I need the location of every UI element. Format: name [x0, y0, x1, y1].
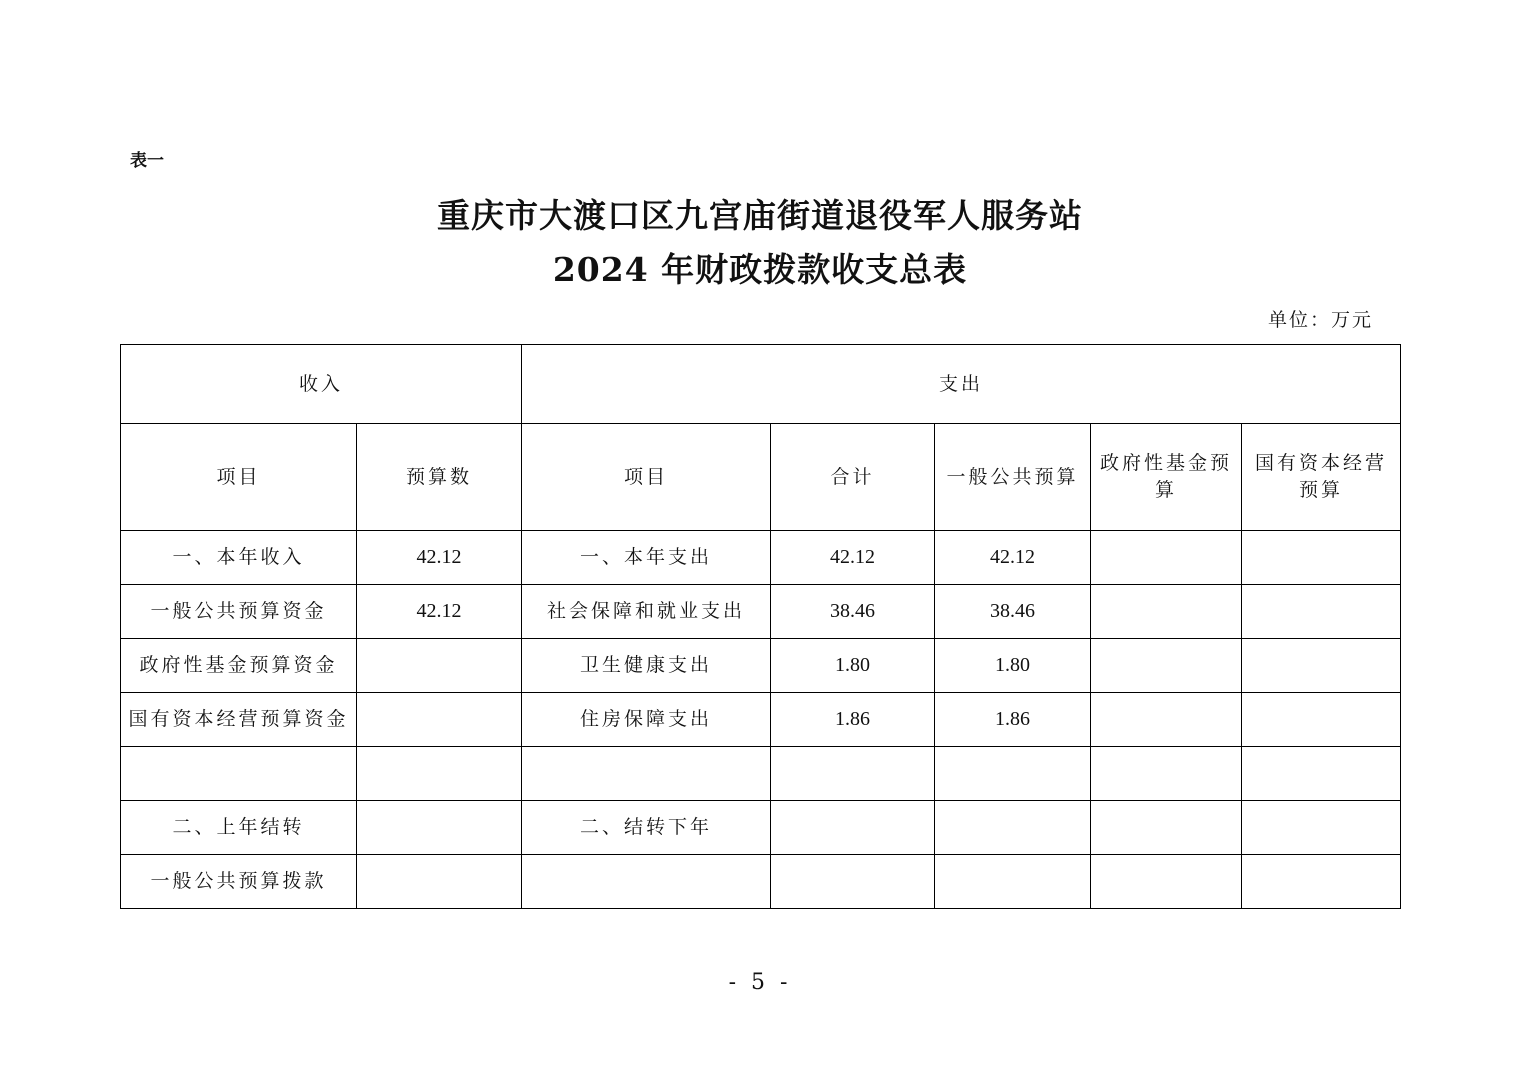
- cell-general-budget: 38.46: [935, 585, 1091, 639]
- header-expense-item: 项目: [522, 424, 771, 531]
- cell-fund-budget: [1091, 585, 1242, 639]
- header-total: 合计: [771, 424, 935, 531]
- cell-income-item: 一、本年收入: [121, 531, 357, 585]
- cell-expense-item: 社会保障和就业支出: [522, 585, 771, 639]
- cell-total: 1.86: [771, 693, 935, 747]
- section-header-row: [121, 345, 1401, 424]
- cell-general-budget: [935, 855, 1091, 909]
- table-row: [121, 855, 1401, 909]
- cell-income-budget: 42.12: [357, 531, 522, 585]
- page-subtitle: 2024 年财政拨款收支总表: [552, 250, 968, 289]
- cell-fund-budget: [1091, 855, 1242, 909]
- header-income-item: 项目: [121, 424, 357, 531]
- cell-income-item: 二、上年结转: [121, 801, 357, 855]
- cell-total: [771, 855, 935, 909]
- cell-expense-item: [522, 855, 771, 909]
- cell-income-budget: [357, 639, 522, 693]
- cell-state-capital-budget: [1242, 639, 1401, 693]
- budget-table: [120, 344, 1401, 909]
- cell-fund-budget: [1091, 747, 1242, 801]
- cell-total: [771, 801, 935, 855]
- page-title: 重庆市大渡口区九宫庙街道退役军人服务站: [437, 196, 1083, 235]
- cell-state-capital-budget: [1242, 747, 1401, 801]
- cell-income-budget: [357, 693, 522, 747]
- table-row: [121, 801, 1401, 855]
- page-number: - 5 -: [728, 970, 792, 995]
- cell-state-capital-budget: [1242, 531, 1401, 585]
- cell-income-budget: 42.12: [357, 585, 522, 639]
- cell-fund-budget: [1091, 801, 1242, 855]
- cell-state-capital-budget: [1242, 693, 1401, 747]
- cell-state-capital-budget: [1242, 585, 1401, 639]
- cell-general-budget: 1.80: [935, 639, 1091, 693]
- table-row: [121, 693, 1401, 747]
- cell-expense-item: 住房保障支出: [522, 693, 771, 747]
- table-row: [121, 585, 1401, 639]
- table-row: [121, 531, 1401, 585]
- section-income: 收入: [121, 345, 522, 424]
- cell-income-item: 一般公共预算拨款: [121, 855, 357, 909]
- cell-expense-item: 二、结转下年: [522, 801, 771, 855]
- cell-state-capital-budget: [1242, 801, 1401, 855]
- header-fund-budget: 政府性基金预算: [1091, 424, 1242, 531]
- header-state-capital-budget: 国有资本经营预算: [1242, 424, 1401, 531]
- cell-total: 42.12: [771, 531, 935, 585]
- cell-expense-item: 卫生健康支出: [522, 639, 771, 693]
- section-expense: 支出: [522, 345, 1401, 424]
- cell-fund-budget: [1091, 531, 1242, 585]
- cell-total: 1.80: [771, 639, 935, 693]
- cell-income-item: 一般公共预算资金: [121, 585, 357, 639]
- cell-fund-budget: [1091, 693, 1242, 747]
- cell-income-budget: [357, 747, 522, 801]
- table-label: 表一: [130, 151, 164, 171]
- cell-general-budget: 1.86: [935, 693, 1091, 747]
- column-header-row: [121, 424, 1401, 531]
- cell-income-item: [121, 747, 357, 801]
- unit-label: 单位：万元: [1267, 309, 1373, 331]
- header-general-budget: 一般公共预算: [935, 424, 1091, 531]
- header-income-budget: 预算数: [357, 424, 522, 531]
- cell-general-budget: 42.12: [935, 531, 1091, 585]
- cell-income-budget: [357, 801, 522, 855]
- cell-income-budget: [357, 855, 522, 909]
- cell-fund-budget: [1091, 639, 1242, 693]
- cell-expense-item: [522, 747, 771, 801]
- cell-income-item: 政府性基金预算资金: [121, 639, 357, 693]
- table-row: [121, 747, 1401, 801]
- cell-total: [771, 747, 935, 801]
- cell-general-budget: [935, 801, 1091, 855]
- cell-expense-item: 一、本年支出: [522, 531, 771, 585]
- cell-total: 38.46: [771, 585, 935, 639]
- table-row: [121, 639, 1401, 693]
- cell-income-item: 国有资本经营预算资金: [121, 693, 357, 747]
- cell-state-capital-budget: [1242, 855, 1401, 909]
- cell-general-budget: [935, 747, 1091, 801]
